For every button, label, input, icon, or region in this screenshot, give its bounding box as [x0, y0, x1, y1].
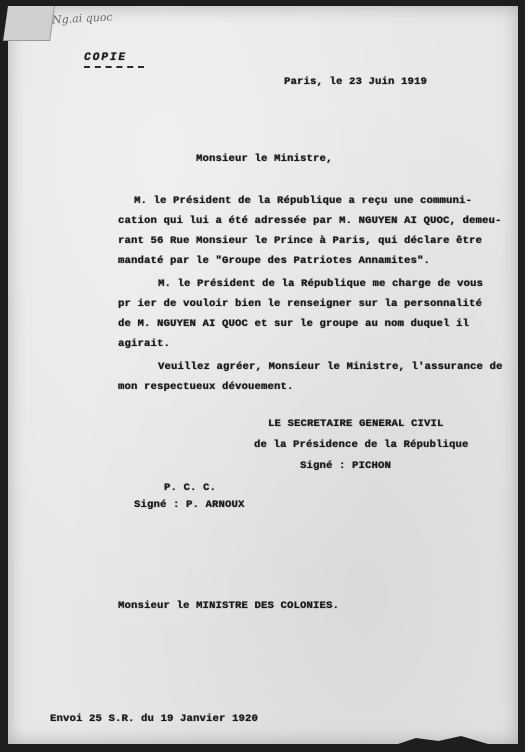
body-line: M. le Président de la République me charge de vous: [158, 278, 484, 290]
body-line: mon respectueux dévouement.: [118, 381, 294, 393]
body-line: rant 56 Rue Monsieur le Prince à Paris, qui déclare être: [118, 235, 483, 247]
body-line: M. le Président de la République a reçu une communi-: [134, 195, 473, 207]
salutation: Monsieur le Ministre,: [196, 153, 333, 165]
signatory-name: Signé : PICHON: [300, 460, 392, 472]
signatory-title: LE SECRETAIRE GENERAL CIVIL: [268, 418, 444, 430]
certified-copy-mark: P. C. C.: [164, 482, 217, 494]
body-line: mandaté par le "Groupe des Patriotes Annamites".: [118, 255, 431, 267]
place-date: Paris, le 23 Juin 1919: [284, 76, 428, 88]
folded-corner: [3, 6, 55, 41]
signatory-office: de la Présidence de la République: [254, 439, 469, 451]
document-paper: [8, 6, 518, 744]
copy-label: COPIE: [84, 52, 128, 64]
body-line: de M. NGUYEN AI QUOC et sur le groupe au nom duquel il: [118, 318, 470, 330]
body-line: cation qui lui a été adressée par M. NGUYEN AI QUOC, demeu-: [118, 215, 502, 227]
certifier-signature: Signé : P. ARNOUX: [134, 499, 245, 511]
torn-edge: [398, 734, 488, 744]
recipient-line: Monsieur le MINISTRE DES COLONIES.: [118, 600, 340, 612]
handwritten-annotation: Ng.ai quoc: [51, 10, 113, 27]
dispatch-reference: Envoi 25 S.R. du 19 Janvier 1920: [50, 713, 259, 725]
copy-label-underline: [84, 66, 144, 68]
body-line: Veuillez agréer, Monsieur le Ministre, l'assurance de: [158, 361, 503, 373]
body-line: agirait.: [118, 338, 171, 350]
body-line: pr ier de vouloir bien le renseigner sur la personnalité: [118, 298, 483, 310]
